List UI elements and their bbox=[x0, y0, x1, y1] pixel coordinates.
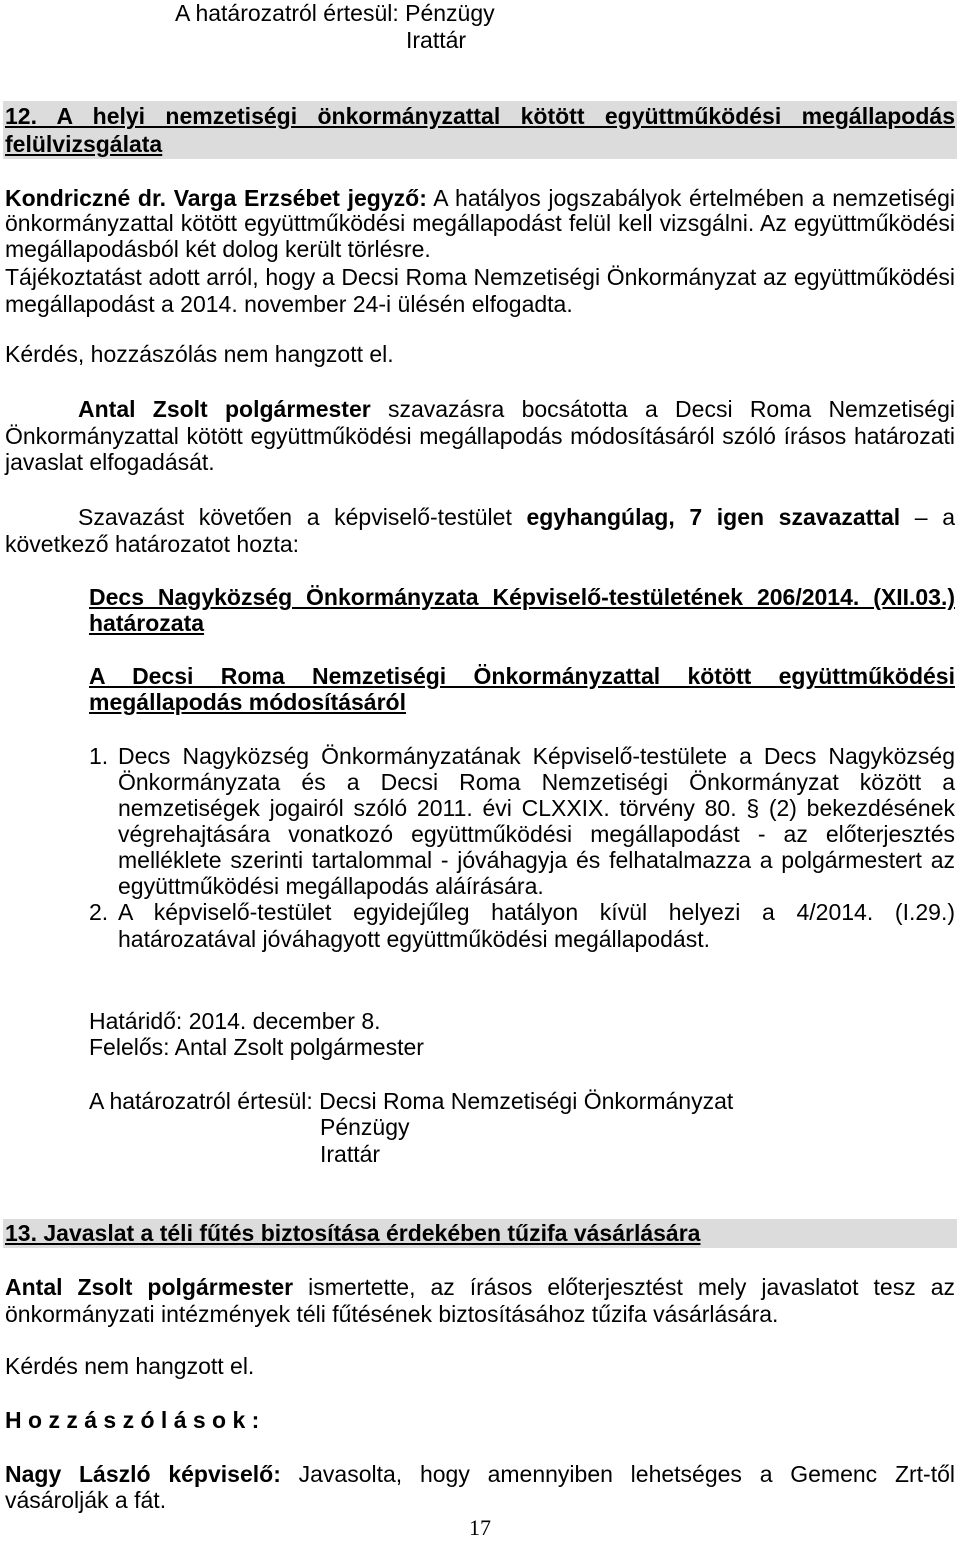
resolution-notify-line2: Pénzügy bbox=[320, 1114, 410, 1140]
item12-info-line2: megállapodást a 2014. november 24-i ülésén elfogadta. bbox=[5, 291, 573, 317]
resolution-point1-line3: nemzetiségek jogairól szóló 2011. évi CLXXIX. törvény 80. § (2) bekezdésének bbox=[118, 795, 955, 821]
item13-intro-line2: önkormányzati intézmények téli fűtésének biztosításához tűzifa vásárlására. bbox=[5, 1301, 779, 1327]
item12-no-questions: Kérdés, hozzászólás nem hangzott el. bbox=[5, 341, 394, 367]
resolution-subject-line2: megállapodás módosításáról bbox=[89, 689, 406, 715]
resolution-title-line2: határozata bbox=[89, 610, 205, 636]
resolution-responsible: Felelős: Antal Zsolt polgármester bbox=[89, 1034, 424, 1060]
resolution-title-line1: Decs Nagyközség Önkormányzata Képviselő-testületének 206/2014. (XII.03.) bbox=[89, 584, 955, 610]
item13-comments-heading: H o z z á s z ó l á s o k : bbox=[5, 1407, 260, 1433]
speaker-name: Antal Zsolt polgármester bbox=[78, 396, 371, 422]
item13-intro-line1 bbox=[5, 1274, 955, 1300]
vote-result-bold: egyhangúlag, 7 igen szavazattal bbox=[526, 504, 901, 530]
top-notice-line1: A határozatról értesül: Pénzügy bbox=[175, 0, 495, 26]
vote-call-text: szavazásra bocsátotta a Decsi Roma Nemzetiségi bbox=[370, 396, 955, 422]
speaker-name: Nagy László képviselő: bbox=[5, 1461, 281, 1487]
top-notice-line2: Irattár bbox=[406, 27, 467, 53]
item12-intro-line1 bbox=[5, 185, 955, 211]
speaker-name: Antal Zsolt polgármester bbox=[5, 1274, 294, 1300]
item13-no-questions: Kérdés nem hangzott el. bbox=[5, 1353, 255, 1379]
resolution-point2-line2: határozatával jóváhagyott együttműködési megállapodást. bbox=[118, 926, 710, 952]
item12-vote-call-line3: javaslat elfogadását. bbox=[5, 449, 215, 475]
item12-vote-result-line1 bbox=[78, 504, 955, 530]
intro-text: ismertette, az írásos előterjesztést mely javaslatot tesz az bbox=[293, 1274, 955, 1300]
resolution-notify-line3: Irattár bbox=[320, 1141, 381, 1167]
vote-result-before: Szavazást követően a képviselő-testület bbox=[78, 504, 527, 530]
item12-vote-call-line1 bbox=[78, 396, 955, 422]
resolution-point2-number: 2. bbox=[89, 899, 109, 925]
resolution-point1-line6: együttműködési megállapodás aláírására. bbox=[118, 873, 544, 899]
item12-heading-line2: felülvizsgálata bbox=[5, 131, 163, 157]
resolution-point1-number: 1. bbox=[89, 743, 109, 769]
item12-intro-line2: önkormányzattal kötött együttműködési megállapodást felül kell vizsgálni. Az együttműködési bbox=[5, 210, 955, 236]
resolution-point1-line1: Decs Nagyközség Önkormányzatának Képviselő-testülete a Decs Nagyközség bbox=[118, 743, 955, 769]
intro-text: A hatályos jogszabályok értelmében a nemzetiségi bbox=[426, 185, 955, 211]
resolution-point1-line2: Önkormányzata és a Decsi Roma Nemzetiségi Önkormányzat között a bbox=[118, 769, 955, 795]
resolution-point1-line5: melléklete szerinti tartalommal - jóváhagyja és felhatalmazza a polgármestert az bbox=[118, 847, 955, 873]
item13-comment1-line2: vásárolják a fát. bbox=[5, 1487, 167, 1513]
item12-vote-result-line2: következő határozatot hozta: bbox=[5, 531, 300, 557]
resolution-point1-line4: végrehajtására vonatkozó együttműködési megállapodást - az előterjesztés bbox=[118, 821, 955, 847]
item13-comment1-line1 bbox=[5, 1461, 955, 1487]
item12-intro-line3: megállapodásból két dolog került törlésre. bbox=[5, 236, 431, 262]
item12-vote-call-line2: Önkormányzattal kötött együttműködési megállapodás módosításáról szóló írásos határozati bbox=[5, 423, 955, 449]
resolution-subject-line1: A Decsi Roma Nemzetiségi Önkormányzattal kötött együttműködési bbox=[89, 663, 955, 689]
vote-result-after: – a bbox=[900, 504, 955, 530]
resolution-notify-line1: A határozatról értesül: Decsi Roma Nemzetiségi Önkormányzat bbox=[89, 1088, 734, 1114]
comment-text: Javasolta, hogy amennyiben lehetséges a Gemenc Zrt-től bbox=[280, 1461, 955, 1487]
speaker-name: Kondriczné dr. Varga Erzsébet jegyző: bbox=[5, 185, 427, 211]
item13-heading: 13. Javaslat a téli fűtés biztosítása érdekében tűzifa vásárlására bbox=[5, 1220, 701, 1246]
resolution-deadline: Határidő: 2014. december 8. bbox=[89, 1008, 381, 1034]
item12-heading-line1: 12. A helyi nemzetiségi önkormányzattal kötött együttműködési megállapodás bbox=[5, 103, 955, 129]
item12-info-line1: Tájékoztatást adott arról, hogy a Decsi Roma Nemzetiségi Önkormányzat az együttműködési bbox=[5, 264, 955, 290]
resolution-point2-line1: A képviselő-testület egyidejűleg hatályon kívül helyezi a 4/2014. (I.29.) bbox=[118, 899, 955, 925]
page-number: 17 bbox=[469, 1515, 491, 1540]
